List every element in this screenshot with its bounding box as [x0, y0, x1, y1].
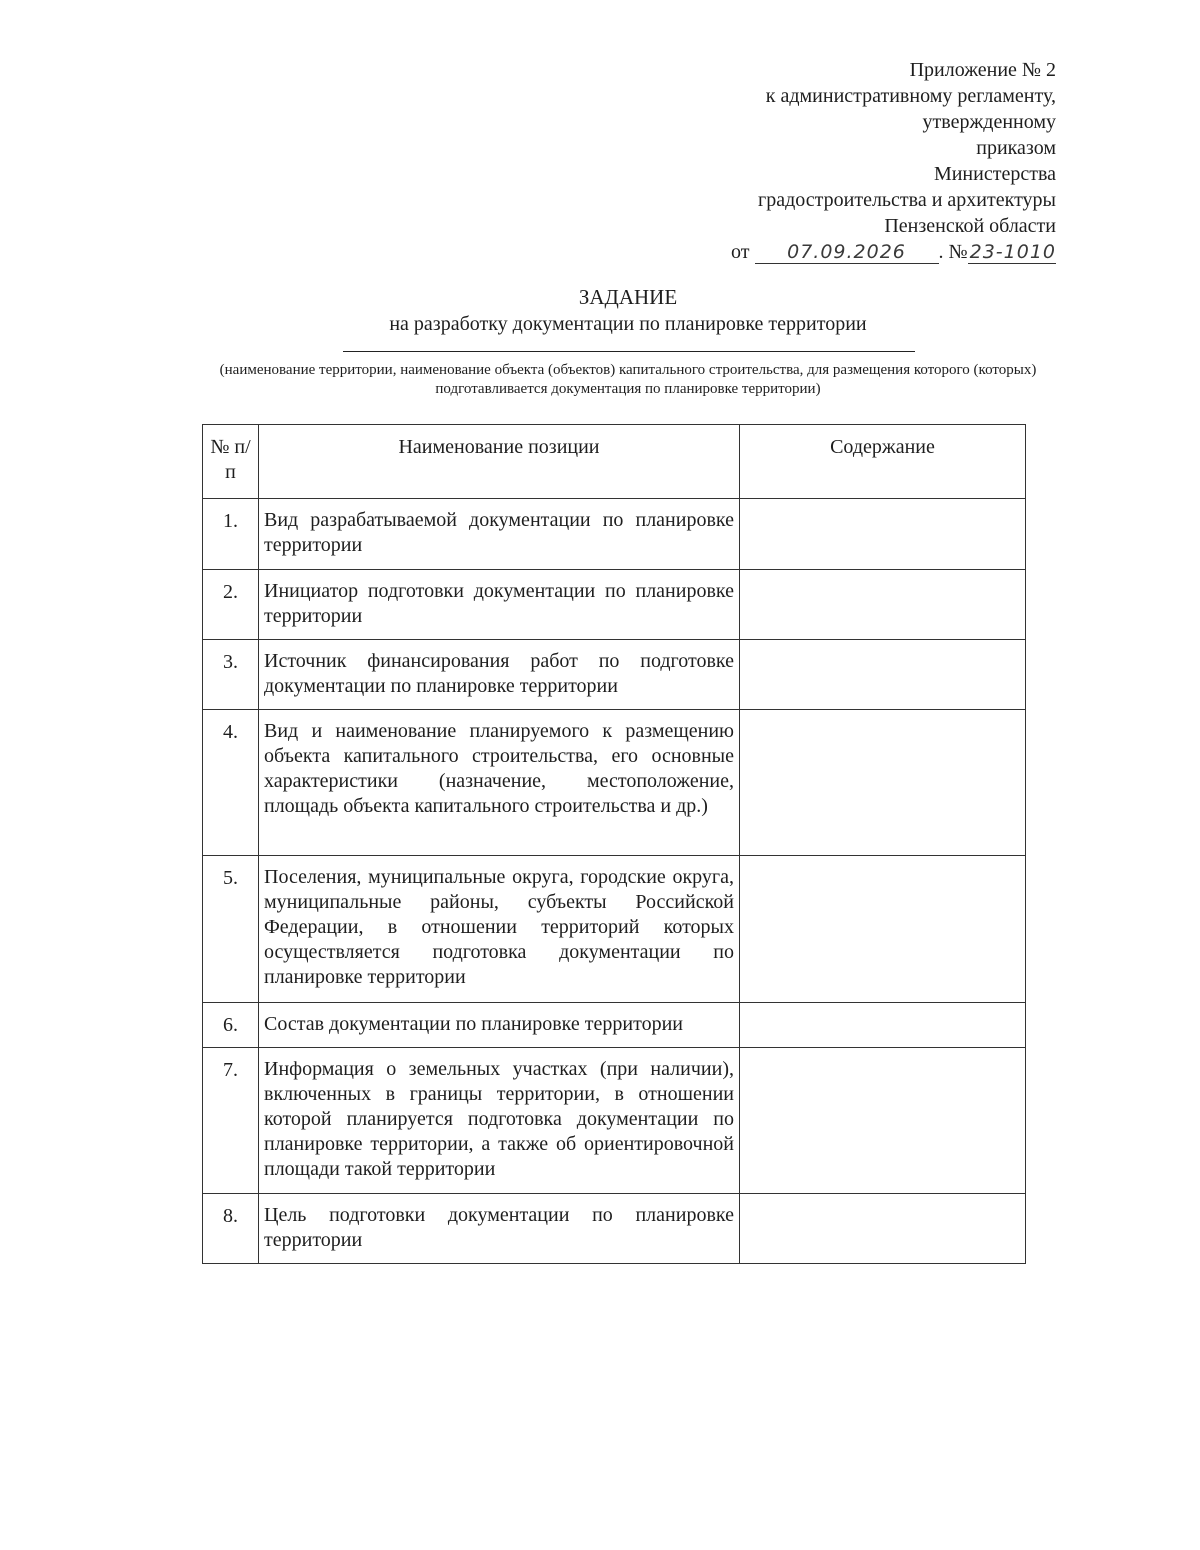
row-content — [740, 856, 1026, 1003]
table-row — [203, 570, 1026, 640]
table-row — [203, 1048, 1026, 1194]
table-row — [203, 1003, 1026, 1048]
row-name: Вид разрабатываемой документации по планировке территории — [259, 499, 740, 570]
table-row — [203, 710, 1026, 856]
document-title: ЗАДАНИЕ — [578, 285, 678, 309]
task-table — [202, 424, 1026, 1264]
number-prefix: . № — [938, 241, 968, 263]
appendix-date-line — [650, 239, 1056, 265]
header-content: Содержание — [740, 425, 1026, 499]
table-header-row — [203, 425, 1026, 499]
appendix-line-regulation: к административному регламенту, — [765, 85, 1056, 107]
date-value: 07.09.2026 — [787, 241, 906, 263]
row-number: 1. — [203, 499, 259, 570]
table-row — [203, 1194, 1026, 1264]
territory-name-caption: (наименование территории, наименование объекта (объектов) капитального строительства, для размещения которого (которых) подготавливается документация по планировке территории) — [219, 362, 1037, 397]
row-content — [740, 1003, 1026, 1048]
row-name: Вид и наименование планируемого к размещению объекта капитального строительства, его основные характеристики (назначение, местоположение, площадь объекта капитального строительства и др.) — [259, 710, 740, 856]
date-field — [755, 241, 939, 264]
appendix-line-ministry: Министерства — [933, 163, 1056, 185]
header-name: Наименование позиции — [259, 425, 740, 499]
appendix-block — [650, 57, 1056, 265]
table-row — [203, 856, 1026, 1003]
table-row — [203, 499, 1026, 570]
row-number: 2. — [203, 570, 259, 640]
header-number: № п/п — [203, 425, 259, 499]
appendix-line-department: градостроительства и архитектуры — [758, 189, 1056, 211]
number-field — [968, 241, 1056, 264]
row-content — [740, 499, 1026, 570]
row-name: Состав документации по планировке территории — [259, 1003, 740, 1048]
row-number: 5. — [203, 856, 259, 1003]
row-number: 7. — [203, 1048, 259, 1194]
appendix-title: Приложение № 2 — [909, 59, 1056, 81]
row-number: 6. — [203, 1003, 259, 1048]
row-number: 4. — [203, 710, 259, 856]
appendix-line-order: приказом — [976, 137, 1056, 159]
row-name: Информация о земельных участках (при наличии), включенных в границы территории, в отношении которой планируется подготовка документации по планировке территории, а также об ориентировочной площади такой территории — [259, 1048, 740, 1194]
appendix-line-region: Пензенской области — [884, 215, 1056, 237]
row-content — [740, 1048, 1026, 1194]
row-name: Цель подготовки документации по планировке территории — [259, 1194, 740, 1264]
row-name: Источник финансирования работ по подготовке документации по планировке территории — [259, 640, 740, 710]
row-name: Поселения, муниципальные округа, городские округа, муниципальные районы, субъекты Российской Федерации, в отношении территорий которых осуществляется подготовка документации по планировке территории — [259, 856, 740, 1003]
row-number: 3. — [203, 640, 259, 710]
row-number: 8. — [203, 1194, 259, 1264]
date-prefix: от — [731, 241, 750, 263]
row-content — [740, 710, 1026, 856]
number-value: 23-1010 — [969, 241, 1056, 263]
row-name: Инициатор подготовки документации по планировке территории — [259, 570, 740, 640]
territory-name-blank-line — [343, 351, 915, 352]
appendix-line-approved: утвержденному — [922, 111, 1056, 133]
table-row — [203, 640, 1026, 710]
row-content — [740, 570, 1026, 640]
row-content — [740, 1194, 1026, 1264]
row-content — [740, 640, 1026, 710]
document-subtitle: на разработку документации по планировке территории — [389, 313, 867, 335]
